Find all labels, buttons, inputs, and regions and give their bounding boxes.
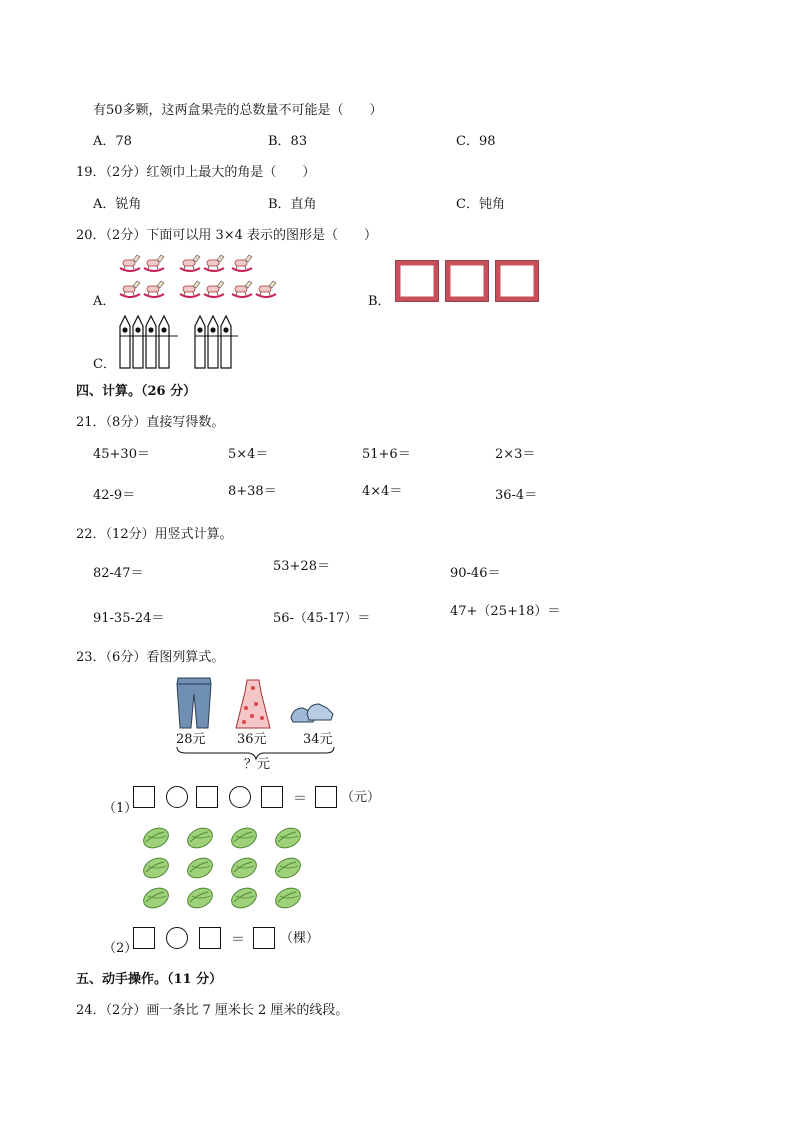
q21-item: 45+30＝ [93,447,150,462]
fence-image [118,314,242,370]
section-5-title: 五、动手操作。（11 分） [76,972,223,987]
dress-price: 36元 [237,732,267,747]
total-price-label: ？元 [244,757,271,772]
q19-stem: 19．（2分）红领巾上最大的角是（ ） [76,165,316,180]
q21-item: 51+6＝ [362,447,411,462]
q21-item: 4×4＝ [362,484,403,499]
q21-item: 8+38＝ [228,484,277,499]
rocking-horses-image [118,254,278,304]
shoes-image [289,700,335,726]
answer-box[interactable] [133,927,155,949]
q18-option-b[interactable]: B．83 [268,134,308,149]
q22-item: 56-（45-17）＝ [273,611,371,626]
matchstick-squares-image [395,260,545,302]
answer-box[interactable] [199,927,221,949]
q19-option-b[interactable]: B．直角 [268,197,317,212]
q22-item: 90-46＝ [450,566,501,581]
q21-stem: 21．（8分）直接写得数。 [76,415,225,430]
q24-stem: 24．（2分）画一条比 7 厘米长 2 厘米的线段。 [76,1003,349,1018]
q20-option-a-label[interactable]: A． [93,294,116,309]
answer-box[interactable] [133,786,155,808]
q22-item: 82-47＝ [93,566,144,581]
equals-sign: ＝ [231,932,245,948]
q19-option-c[interactable]: C．钝角 [456,197,505,212]
operator-circle[interactable] [166,786,188,808]
q20-stem: 20．（2分）下面可以用 3×4 表示的图形是（ ） [76,228,378,243]
q18-stem: 有50多颗，这两盒果壳的总数量不可能是（ ） [93,103,383,118]
cabbages-image [140,826,310,916]
unit-ke: （棵） [280,931,320,946]
answer-box[interactable] [261,786,283,808]
q21-item: 36-4＝ [495,488,538,503]
q21-item: 42-9＝ [93,488,136,503]
q22-item: 47+（25+18）＝ [450,604,561,619]
unit-yuan: （元） [341,790,381,805]
q19-option-a[interactable]: A．锐角 [93,197,142,212]
q23-part1-label: （1） [103,801,138,816]
q21-item: 2×3＝ [495,447,536,462]
answer-box[interactable] [196,786,218,808]
dress-image [234,678,272,730]
q18-option-a[interactable]: A．78 [93,134,132,149]
q20-option-c-label[interactable]: C． [93,357,116,372]
jeans-price: 28元 [176,732,206,747]
operator-circle[interactable] [229,786,251,808]
answer-box[interactable] [315,786,337,808]
section-4-title: 四、计算。（26 分） [76,384,197,399]
q23-part2-label: （2） [103,941,138,956]
q21-item: 5×4＝ [228,447,269,462]
q22-stem: 22．（12分）用竖式计算。 [76,527,233,542]
q18-option-c[interactable]: C．98 [456,134,496,149]
equals-sign: ＝ [293,791,307,807]
jeans-image [174,676,214,730]
q22-item: 91-35-24＝ [93,611,165,626]
answer-box[interactable] [253,927,275,949]
q22-item: 53+28＝ [273,559,330,574]
shoes-price: 34元 [303,732,333,747]
operator-circle[interactable] [166,927,188,949]
q20-option-b-label[interactable]: B． [368,294,391,309]
q23-stem: 23．（6分）看图列算式。 [76,650,225,665]
